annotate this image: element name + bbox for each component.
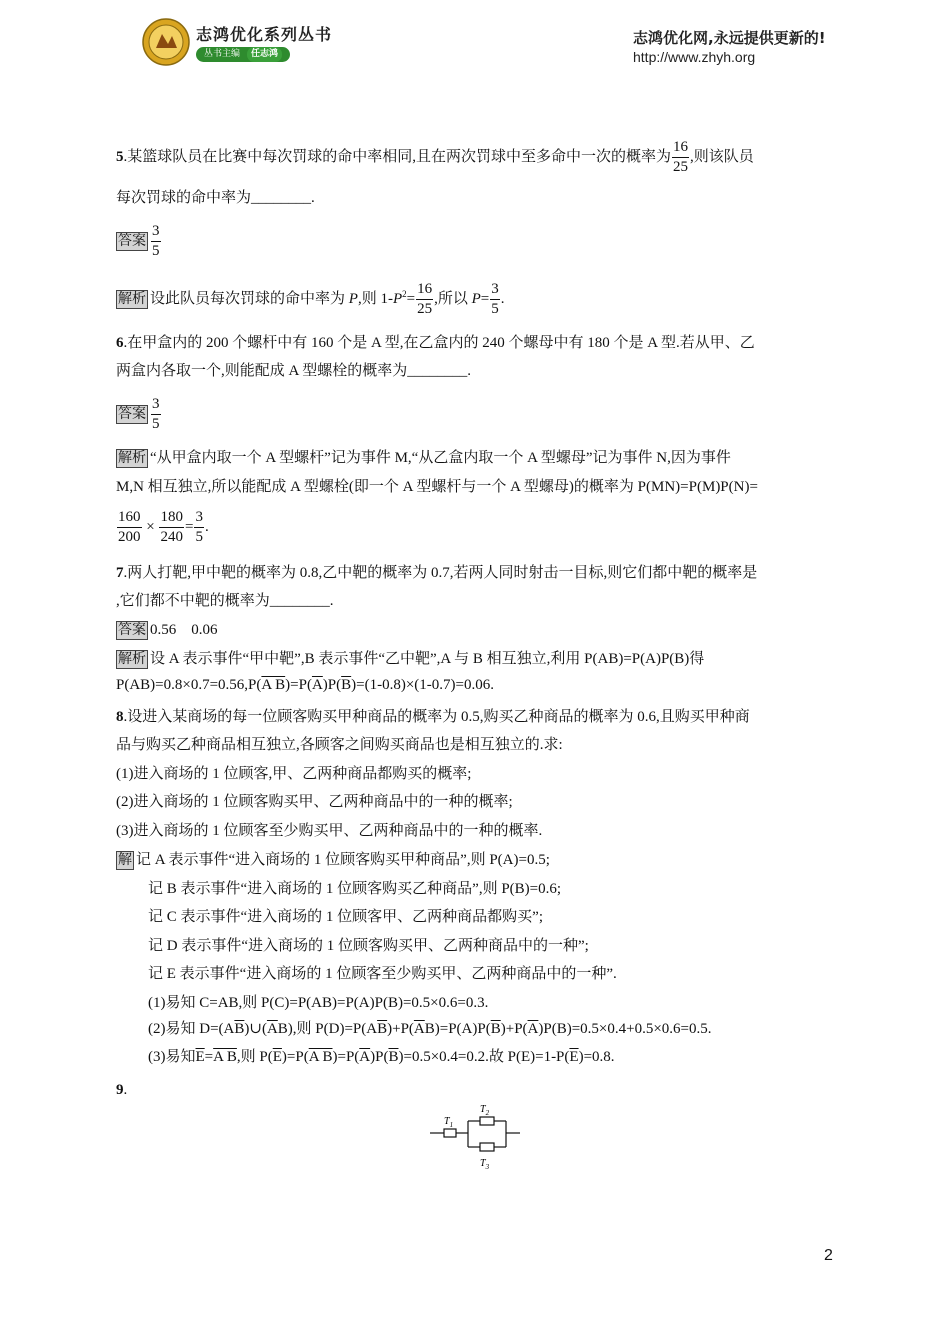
- q8-result1: (1)易知 C=AB,则 P(C)=P(AB)=P(A)P(B)=0.5×0.6=0.3.: [148, 995, 489, 1011]
- page-number: 2: [824, 1247, 833, 1264]
- q5-line1: 5.某篮球队员在比赛中每次罚球的命中率相同,且在两次罚球中至多命中一次的概率为 $\frac{16}{25}$ ,则该队员: [116, 139, 754, 175]
- q6-analysis-line1: 解析 “从甲盒内取一个 A 型螺杆”记为事件 M,“从乙盒内取一个 A 型螺母”记为事件 N,因为事件: [118, 450, 731, 466]
- q6-answer: 答案 $\frac{3}{5}$: [118, 396, 160, 432]
- q8-solution-line3: 记 C 表示事件“进入商场的 1 位顾客甲、乙两种商品都购买”;: [148, 909, 543, 925]
- solution-label: 解: [118, 852, 132, 868]
- answer-label: 答案: [118, 622, 146, 638]
- q9-heading: 9.: [116, 1082, 128, 1098]
- website-url[interactable]: http://www.zhyh.org: [633, 49, 756, 65]
- editor-badge: [196, 47, 290, 62]
- analysis-label: 解析: [118, 651, 146, 667]
- q6-analysis-line3: $\frac{160}{200}$ × $\frac{180}{240}$ = $\frac{3}{5}$ .: [118, 509, 209, 545]
- label-t1: $T_1$: [444, 1116, 454, 1129]
- q8-solution-line4: 记 D 表示事件“进入商场的 1 位顾客购买甲、乙两种商品中的一种”;: [148, 938, 589, 954]
- editor-label: 丛书主编: [204, 49, 241, 59]
- slogan: 志鸿优化网,永远提供更新的!: [633, 29, 826, 47]
- q7-line1: 7.两人打靶,甲中靶的概率为 0.8,乙中靶的概率为 0.7,若两人同时射击一目标,则它们都中靶的概率是: [116, 565, 758, 581]
- q8-solution-line2: 记 B 表示事件“进入商场的 1 位顾客购买乙种商品”,则 P(B)=0.6;: [148, 881, 562, 897]
- q8-solution-line5: 记 E 表示事件“进入商场的 1 位顾客至少购买甲、乙两种商品中的一种”.: [148, 966, 617, 982]
- switch-t3: [480, 1143, 494, 1151]
- q8-part1: (1)进入商场的 1 位顾客,甲、乙两种商品都购买的概率;: [116, 766, 472, 782]
- q8-part3: (3)进入商场的 1 位顾客至少购买甲、乙两种商品中的一种的概率.: [116, 823, 543, 839]
- q6-analysis-line2: M,N 相互独立,所以能配成 A 型螺栓(即一个 A 型螺杆与一个 A 型螺母)的概率为 P(MN)=P(M)P(N)=: [116, 479, 758, 495]
- q5-analysis: 解析 设此队员每次罚球的命中率为 P,则 $1-P^2=$ $\frac{16}{25}$ ,所以 P= $\frac{3}{5}$ .: [118, 281, 505, 317]
- circuit-diagram: [430, 1100, 525, 1175]
- q8-result2: (2)易知 $D=(A\overline{B})\cup(\overline{A}B)$,则 $P(D)=P(A\overline{B})+P(\overline{A}B)=P(A)P(\overline{B})+P(\overline{A})P(B)=0.5\times 0.4+0.5\times 0.6=0.5$.: [148, 1021, 712, 1037]
- answer-label: 答案: [118, 405, 146, 422]
- q5-answer: [116, 222, 162, 261]
- q8-part2: (2)进入商场的 1 位顾客购买甲、乙两种商品中的一种的概率;: [116, 794, 513, 810]
- q6-line2: 两盒内各取一个,则能配成 A 型螺栓的概率为________.: [116, 363, 472, 379]
- editor-name: 任志鸿: [247, 47, 282, 62]
- q7-line2: ,它们都不中靶的概率为________.: [116, 593, 334, 609]
- q8-line1: 8.设进入某商场的每一位顾客购买甲种商品的概率为 0.5,购买乙种商品的概率为 0.6,且购买甲种商: [116, 709, 750, 725]
- q5-line2: 每次罚球的命中率为________.: [116, 190, 315, 206]
- brand-title: 志鸿优化系列丛书: [196, 25, 333, 44]
- analysis-label: 解析: [118, 450, 146, 466]
- analysis-label: 解析: [118, 290, 146, 307]
- switch-t2: [480, 1117, 494, 1125]
- q5-fraction: $\frac{16}{25}$: [673, 139, 689, 175]
- switch-t1: [444, 1129, 456, 1137]
- label-t3: $T_3$: [480, 1158, 490, 1171]
- q5-answer-fraction: $\frac{3}{5}$: [152, 223, 160, 259]
- q8-solution-line1: 解 记 A 表示事件“进入商场的 1 位顾客购买甲种商品”,则 P(A)=0.5;: [118, 852, 550, 868]
- label-t2: $T_2$: [480, 1104, 490, 1117]
- q7-analysis-line1: 解析 设 A 表示事件“甲中靶”,B 表示事件“乙中靶”,A 与 B 相互独立,利用 P(AB)=P(A)P(B)得: [118, 651, 705, 667]
- q7-analysis-line2: P(AB)=0.8×0.7=0.56,P(A $B)=P(\overline{A})P(\overline{B})=(1-0.8)\times(1-0.7)=0.06$.: [116, 677, 495, 693]
- q8-line2: 品与购买乙种商品相互独立,各顾客之间购买商品也是相互独立的.求:: [116, 737, 563, 753]
- q8-result3: (3)易知$\overline{E}=A$ B,则 $P(\overline{E})=P(A$ $B)=P(\overline{A})P(\overline{B})=0.5\times 0.4=0.2$.故 $P(E)=1-P(\overline{E})=0.8$.: [148, 1049, 615, 1065]
- q6-line1: 6.在甲盒内的 200 个螺杆中有 160 个是 A 型,在乙盒内的 240 个螺母中有 180 个是 A 型.若从甲、乙: [116, 335, 755, 351]
- answer-label: 答案: [118, 232, 146, 249]
- publisher-logo: [142, 18, 190, 66]
- q7-answer: 答案 0.56 0.06: [118, 622, 218, 638]
